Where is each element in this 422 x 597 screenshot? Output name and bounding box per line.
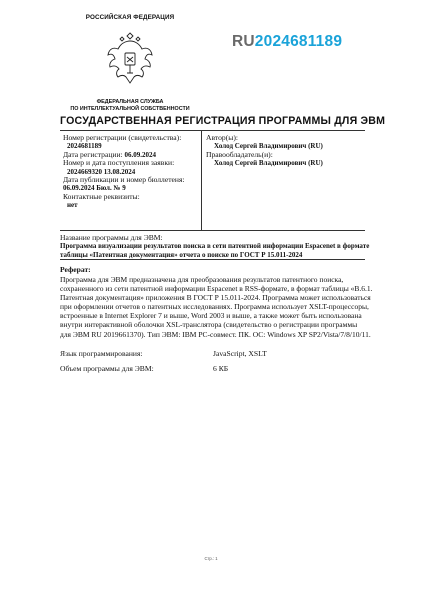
contact-value: нет [67,201,78,210]
program-name-line-1: Программа визуализации результатов поиска в сети патентной информации Espacenet в формате [60,242,370,250]
reg-prefix: RU [232,33,255,50]
left-info-block [63,134,185,210]
registration-number-header [232,33,342,51]
abstract-text [60,275,373,339]
language-value: JavaScript, XSLT [213,349,267,358]
reg-number-label: Номер регистрации (свидетельства): [63,133,182,142]
size-value: 6 КБ [213,364,229,373]
holders-value: Холод Сергей Владимирович (RU) [214,159,323,168]
reg-number: 2024681189 [254,33,343,50]
abstract-line: Программа для ЭВМ предназначена для преобразования результатов патентного поиска, [60,275,344,284]
reg-date-label-text: Дата регистрации: [63,149,123,159]
abstract-label: Реферат: [60,265,91,274]
program-name-block [60,233,370,260]
document-title: ГОСУДАРСТВЕННАЯ РЕГИСТРАЦИЯ ПРОГРАММЫ ДЛЯ ЭВМ [60,115,386,127]
agency-line-2: ПО ИНТЕЛЛЕКТУАЛЬНОЙ СОБСТВЕННОСТИ [70,105,190,112]
abstract-line: для ЭВМ RU 2019661370). Тип ЭВМ: IBM PC-совмест. ПК. ОС: Windows XP SP2/Vista/7/8/10/11. [60,329,371,339]
country-name: РОССИЙСКАЯ ФЕДЕРАЦИЯ [85,14,175,21]
reg-date-value: 06.09.2024 [124,150,157,159]
contact-label: Контактные реквизиты: [63,191,140,201]
authors-value: Холод Сергей Владимирович (RU) [214,142,323,151]
agency-line-1: ФЕДЕРАЛЬНАЯ СЛУЖБА [96,99,164,105]
holders-label: Правообладатель(и): [206,149,273,159]
application-value: 2024669320 13.08.2024 [67,167,136,176]
agency-name [60,99,200,112]
abstract-line: сохраненного из сети патентной информации Espacenet в RSS-формате, в формат таблицы «В.6.1. [60,284,373,294]
abstract-line: встроенные в Internet Explorer 7 и выше, Word 2003 и выше, а также может быть использована [60,311,362,321]
abstract-line: Патентная документация» приложения В ГОСТ Р 15.011-2024. Программа может использоваться [60,293,371,303]
rule-center [201,130,202,230]
size-label: Объем программы для ЭВМ: [60,364,154,373]
abstract-line: внутри интерактивной оболочки XSL-транслятора (свидетельство о регистрации программы [60,320,358,330]
rule-mid [60,230,365,231]
language-label: Язык программирования: [60,349,143,358]
rule-top [60,130,365,131]
publication-label: Дата публикации и номер бюллетеня: [63,175,185,185]
application-label: Номер и дата поступления заявки: [63,158,175,168]
program-name-line-2: таблицы «Патентная документация» отчета о поиске по ГОСТ Р 15.011-2024 [60,251,303,259]
publication-value: 06.09.2024 Бюл. № 9 [63,184,126,193]
program-name-label: Название программы для ЭВМ: [60,233,163,242]
coat-of-arms-emblem [104,29,156,87]
page-number: Стр.: 1 [204,556,218,561]
right-info-block [206,134,323,168]
abstract-line: при оформлении отчетов о патентных исследованиях. Программа использует XSLT-процессоры, [60,302,369,312]
authors-label: Автор(ы): [206,133,238,142]
reg-number-value: 2024681189 [67,142,102,151]
